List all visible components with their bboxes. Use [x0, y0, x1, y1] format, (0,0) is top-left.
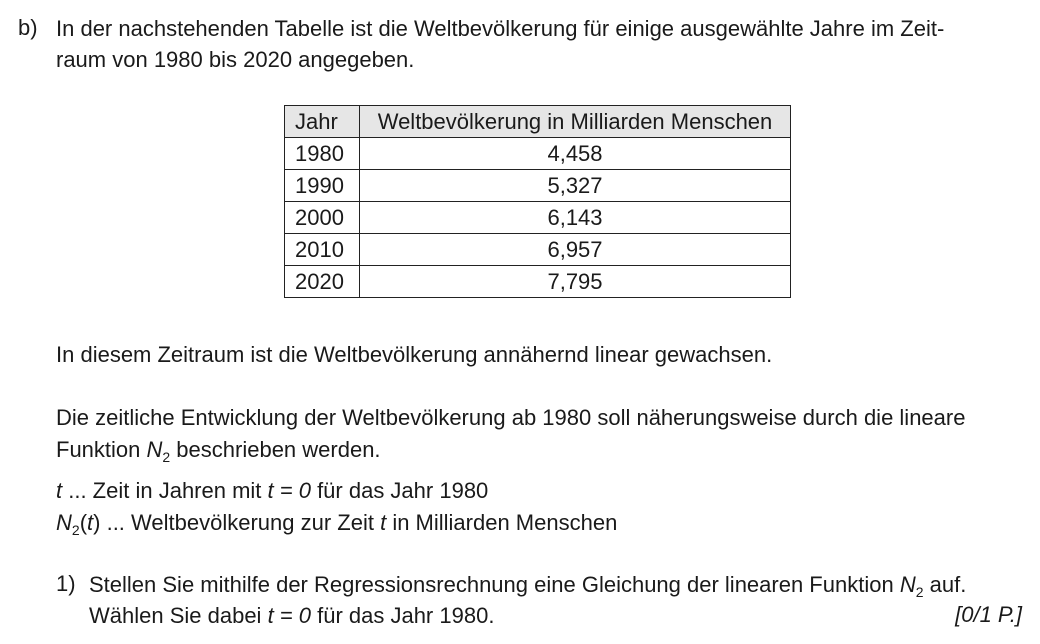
part-label: b)	[18, 15, 38, 40]
header-population: Weltbevölkerung in Milliarden Menschen	[360, 106, 791, 138]
task-number: 1)	[56, 571, 76, 596]
year-cell: 2000	[285, 202, 360, 234]
table-row	[285, 138, 791, 170]
model-line-1: Die zeitliche Entwicklung der Weltbevölkerung ab 1980 soll näherungsweise durch die lineare	[56, 405, 966, 430]
intro-line-1: In der nachstehenden Tabelle ist die Weltbevölkerung für einige ausgewählte Jahre im Zeit-	[56, 16, 945, 41]
population-cell: 4,458	[360, 138, 791, 170]
function-subscript: 2	[71, 522, 80, 538]
year-cell: 2010	[285, 234, 360, 266]
variable-t: t	[56, 478, 63, 503]
function-name: N	[56, 510, 72, 535]
year-cell: 2020	[285, 266, 360, 298]
definition-t: t ... Zeit in Jahren mit t = 0 für das Jahr 1980	[56, 478, 489, 503]
table-row	[285, 234, 791, 266]
population-cell: 7,795	[360, 266, 791, 298]
linear-growth-statement: In diesem Zeitraum ist die Weltbevölkerung annähernd linear gewachsen.	[56, 342, 773, 367]
function-name: N	[146, 437, 163, 462]
function-subscript: 2	[915, 584, 924, 600]
variable-t: t	[380, 510, 387, 535]
year-cell: 1990	[285, 170, 360, 202]
equation-t-zero: t = 0	[267, 603, 311, 628]
population-table	[284, 105, 791, 298]
equation-t-zero: t = 0	[267, 478, 311, 503]
task-line-1: Stellen Sie mithilfe der Regressionsrechnung eine Gleichung der linearen Funktion $N_2$ auf.	[89, 572, 967, 600]
table-row	[285, 170, 791, 202]
population-cell: 6,143	[360, 202, 791, 234]
task-text	[89, 569, 966, 631]
definition-n2: $N_2(t)$ ... Weltbevölkerung zur Zeit t in Milliarden Menschen	[56, 510, 618, 538]
population-cell: 5,327	[360, 170, 791, 202]
year-cell: 1980	[285, 138, 360, 170]
table-row	[285, 202, 791, 234]
function-subscript: 2	[162, 449, 171, 465]
intro-line-2: raum von 1980 bis 2020 angegeben.	[56, 47, 415, 72]
population-cell: 6,957	[360, 234, 791, 266]
table-header-row	[285, 106, 791, 138]
points-label: [0/1 P.]	[955, 602, 1022, 627]
intro-paragraph	[56, 13, 944, 75]
model-description	[56, 402, 965, 466]
header-year: Jahr	[285, 106, 360, 138]
model-line-2: Funktion $N_2$ beschrieben werden.	[56, 437, 381, 465]
function-name: N	[899, 572, 916, 597]
task-line-2: Wählen Sie dabei t = 0 für das Jahr 1980.	[89, 603, 495, 628]
table-row	[285, 266, 791, 298]
variable-t: t	[87, 510, 94, 535]
